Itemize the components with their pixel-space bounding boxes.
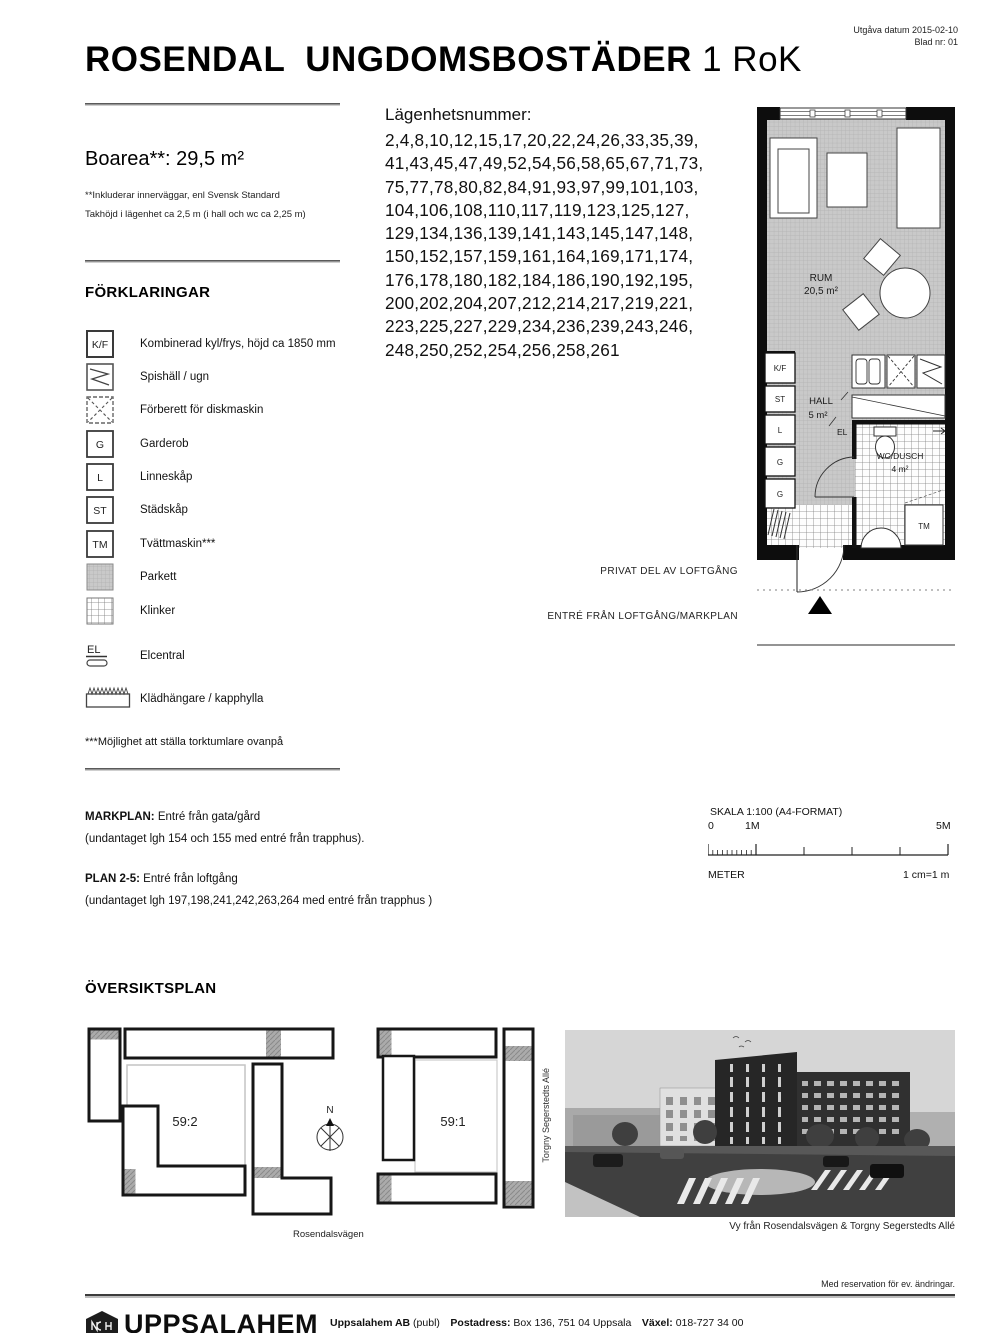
apartment-numbers-line: 150,152,157,159,161,164,169,171,174, xyxy=(385,246,694,267)
phone-value: 018-727 34 00 xyxy=(672,1317,744,1329)
scale-tick-0: 0 xyxy=(708,820,714,832)
legend-item-garderob xyxy=(85,429,415,461)
issue-date: Utgåva datum 2015-02-10 xyxy=(853,25,958,35)
entry-arrow xyxy=(808,596,832,614)
legend-footnote: ***Möjlighet att ställa torktumlare ovanpå xyxy=(85,736,284,748)
svg-text:K/F: K/F xyxy=(773,364,787,373)
scale-meter-label: METER xyxy=(708,869,745,881)
block-label: 59:1 xyxy=(440,1114,466,1129)
apartment-numbers-label: Lägenhetsnummer: xyxy=(385,105,532,124)
hanger-icon xyxy=(85,684,133,715)
title-suffix: 1 RoK xyxy=(691,40,802,79)
legend-label: Klinker xyxy=(140,605,176,617)
g-box-icon xyxy=(85,429,115,464)
legend-label: Spishäll / ugn xyxy=(140,371,210,383)
scale-tick-5m: 5M xyxy=(936,820,951,832)
kf-box-icon xyxy=(85,329,115,364)
hall-area: 5 m² xyxy=(808,410,828,421)
building xyxy=(378,1174,496,1203)
building xyxy=(383,1056,414,1160)
address-label: Postadress: xyxy=(450,1317,511,1329)
apartment-numbers-line: 223,225,227,229,234,236,239,243,246, xyxy=(385,316,694,337)
side-table xyxy=(827,153,867,207)
window xyxy=(780,108,906,119)
overview-title: ÖVERSIKTSPLAN xyxy=(85,980,217,997)
wc-label: WC/DUSCH xyxy=(876,451,924,461)
legend-item-linneskap xyxy=(85,462,415,494)
apartment-numbers-line: 176,178,180,182,184,186,190,192,195, xyxy=(385,269,694,290)
legend-label: Kombinerad kyl/frys, höjd ca 1850 mm xyxy=(140,338,336,350)
svg-text:L: L xyxy=(97,472,103,484)
scale-ratio-label: 1 cm=1 m xyxy=(903,869,950,881)
room-area: 20,5 m² xyxy=(804,286,838,297)
scale-tick-1m: 1M xyxy=(745,820,760,832)
block-label: 59:2 xyxy=(172,1114,198,1129)
apartment-numbers-line: 248,250,252,254,256,258,261 xyxy=(385,339,620,360)
legend-item-kf xyxy=(85,329,415,361)
legend-label: Linneskåp xyxy=(140,471,193,483)
legend-item-stove xyxy=(85,362,415,394)
svg-text:TM: TM xyxy=(92,539,108,551)
title-main: ROSENDAL UNGDOMSBOSTÄDER xyxy=(85,40,692,79)
legend-title: FÖRKLARINGAR xyxy=(85,284,211,301)
svg-text:ST: ST xyxy=(774,395,786,404)
markplan-note: (undantaget lgh 154 och 155 med entré från trapphus). xyxy=(85,833,365,845)
toilet-tank xyxy=(874,427,896,436)
phone-label: Växel: xyxy=(641,1317,673,1329)
boarea-note-2: Takhöjd i lägenhet ca 2,5 m (i hall och wc ca 2,25 m) xyxy=(85,209,306,220)
markplan-text: Entré från gata/gård xyxy=(154,811,261,823)
legend-item-parkett xyxy=(85,562,415,594)
parkett-swatch-icon xyxy=(85,562,115,597)
apartment-numbers-line: 2,4,8,10,12,15,17,20,22,24,26,33,35,39, xyxy=(385,130,699,150)
legend-item-dishwasher xyxy=(85,395,415,427)
svg-text:G: G xyxy=(776,458,784,467)
plan25-text: Entré från loftgång xyxy=(139,873,238,885)
svg-text:N: N xyxy=(326,1105,334,1116)
el-label: EL xyxy=(837,427,848,437)
sofa-cushion xyxy=(778,149,809,213)
divider xyxy=(85,768,340,771)
floorplan-drawing xyxy=(757,105,955,650)
building xyxy=(125,1029,333,1058)
legend-label: Städskåp xyxy=(140,504,188,516)
l-box-icon xyxy=(85,462,115,497)
wc-area: 4 m² xyxy=(891,464,909,474)
street-label-rosendalsvagen: Rosendalsvägen xyxy=(293,1229,364,1240)
room-label: RUM xyxy=(809,273,833,284)
legend-label: Förberett för diskmaskin xyxy=(140,404,264,416)
svg-text:TM: TM xyxy=(918,522,930,531)
boarea-value: Boarea**: 29,5 m² xyxy=(85,148,244,170)
markplan-info xyxy=(85,806,364,850)
svg-text:G: G xyxy=(776,490,784,499)
divider xyxy=(85,103,340,106)
legend-label: Elcentral xyxy=(140,650,185,662)
legend-label: Parkett xyxy=(140,571,177,583)
bed xyxy=(897,128,940,228)
sheet-meta xyxy=(853,24,958,48)
apartment-numbers-line: 129,134,136,139,141,143,145,147,148, xyxy=(385,223,694,244)
el-icon xyxy=(85,641,119,674)
divider xyxy=(85,260,340,263)
legend-label: Klädhängare / kapphylla xyxy=(140,693,264,705)
apartment-numbers-line: 41,43,45,47,49,52,54,56,58,65,67,71,73, xyxy=(385,153,704,174)
street-label-torgny: Torgny Segerstedts Allé xyxy=(541,1068,551,1163)
boarea-note-1: **Inkluderar innerväggar, enl Svensk Standard xyxy=(85,190,280,201)
apartment-numbers-line: 200,202,204,207,212,214,217,219,221, xyxy=(385,293,694,314)
siteplan-59-1 xyxy=(375,1025,537,1217)
compass-icon xyxy=(317,1105,343,1151)
apartment-numbers-line: 104,106,108,110,117,119,123,125,127, xyxy=(385,199,690,220)
scale-title: SKALA 1:100 (A4-FORMAT) xyxy=(710,806,843,818)
company-name: Uppsalahem AB xyxy=(330,1317,411,1329)
company-info xyxy=(330,1317,743,1329)
kitchen xyxy=(852,355,945,418)
round-table xyxy=(880,268,930,318)
klinker-swatch-icon xyxy=(85,596,115,631)
legend-label: Garderob xyxy=(140,438,189,450)
building xyxy=(89,1029,120,1121)
building xyxy=(253,1064,334,1214)
legend-item-klinker xyxy=(85,596,415,628)
svg-text:L: L xyxy=(777,426,783,435)
sink xyxy=(869,359,880,384)
legend-item-stadskap xyxy=(85,495,415,527)
sheet-number: Blad nr: 01 xyxy=(914,37,958,47)
apartment-numbers-line: 75,77,78,80,82,84,91,93,97,99,101,103, xyxy=(385,176,699,197)
markplan-label: MARKPLAN: xyxy=(85,811,155,823)
photo-caption: Vy från Rosendalsvägen & Torgny Segerstedts Allé xyxy=(729,1221,955,1232)
st-box-icon xyxy=(85,495,115,530)
building xyxy=(378,1029,496,1057)
page-title xyxy=(85,40,802,80)
sink xyxy=(856,359,867,384)
svg-text:ST: ST xyxy=(93,505,107,517)
address-value: Box 136, 751 04 Uppsala xyxy=(510,1317,642,1329)
svg-text:EL: EL xyxy=(87,644,101,656)
svg-text:G: G xyxy=(95,439,105,451)
legend-label: Tvättmaskin*** xyxy=(140,538,216,550)
footer-divider xyxy=(85,1294,955,1298)
stove-icon xyxy=(85,362,115,397)
legend-item-elcentral xyxy=(85,641,415,673)
legend-item-tvattmaskin xyxy=(85,529,415,561)
uppsalahem-logo-icon xyxy=(85,1310,119,1333)
plan25-label: PLAN 2-5: xyxy=(85,873,140,885)
photo-rendering xyxy=(565,1030,955,1217)
hall-label: HALL xyxy=(809,396,833,407)
company-suffix: (publ) xyxy=(410,1317,451,1329)
tm-box-icon xyxy=(85,529,115,564)
plan25-note: (undantaget lgh 197,198,241,242,263,264 med entré från trapphus ) xyxy=(85,895,433,907)
legend-item-kladhangare xyxy=(85,684,415,716)
svg-text:K/F: K/F xyxy=(91,339,109,351)
private-walkway-label: PRIVAT DEL AV LOFTGÅNG xyxy=(600,566,738,577)
entry-label: ENTRÉ FRÅN LOFTGÅNG/MARKPLAN xyxy=(547,611,738,622)
scale-bar xyxy=(708,838,954,860)
brand-wordmark: UPPSALAHEM xyxy=(124,1309,319,1333)
apartment-numbers-list xyxy=(385,129,703,362)
plan25-info xyxy=(85,868,432,912)
disclaimer: Med reservation för ev. ändringar. xyxy=(821,1279,955,1289)
dishwasher-icon xyxy=(85,395,115,430)
closets xyxy=(765,351,795,508)
siteplan-59-2 xyxy=(85,1025,347,1217)
